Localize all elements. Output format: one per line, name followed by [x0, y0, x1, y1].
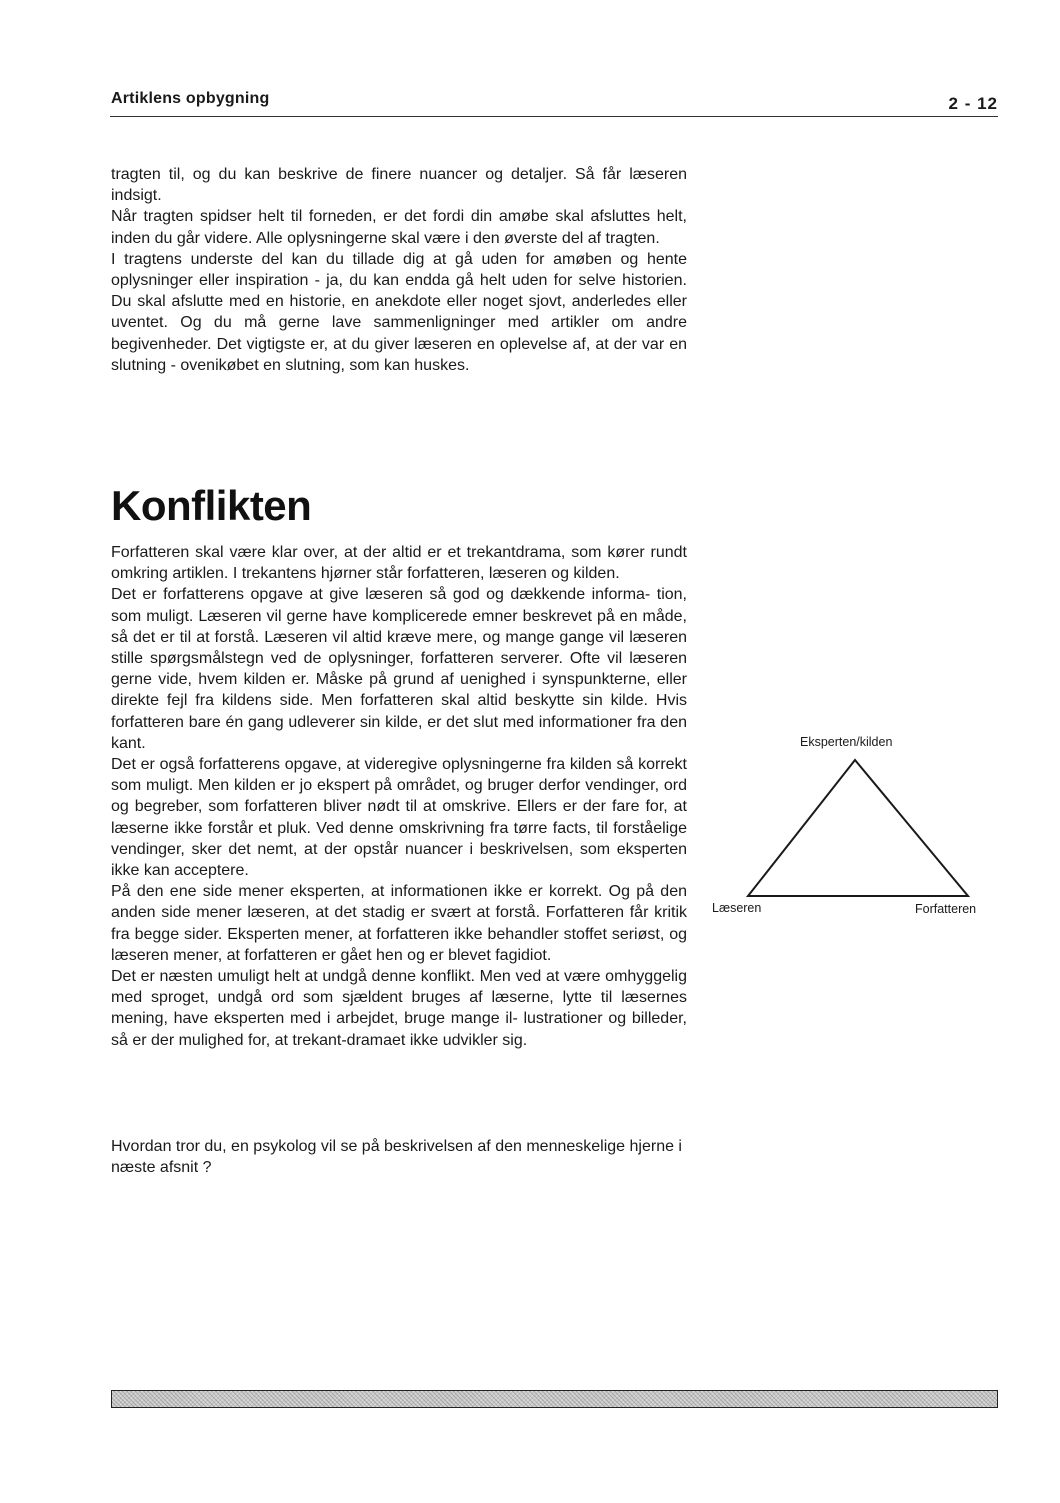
closing-question	[111, 1136, 687, 1178]
paragraph: Forfatteren skal være klar over, at der altid er et trekantdrama, som kører rundt omkring artiklen. I trekantens hjørner står forfatteren, læseren og kilden.	[111, 544, 687, 583]
paragraph: Det er næsten umuligt helt at undgå denne konflikt. Men ved at være omhyggelig med sproget, undgå ord som sjældent bruges af læserne, lytte til læsernes mening, have eksperten med i arbejdet, bruge mange il- lustrationer og billeder, så er der mulighed for, at trekant-dramaet ikke udvikler sig.	[111, 968, 687, 1049]
triangle-label-author: Forfatteren	[915, 902, 977, 916]
paragraph: Når tragten spidser helt til forneden, er det fordi din amøbe skal afsluttes helt, inden du går videre. Alle oplysningerne skal være i den øverste del af tragten.	[111, 208, 687, 247]
triangle-label-reader: Læseren	[712, 901, 762, 915]
intro-text-block	[111, 164, 687, 376]
page-number: 2 - 12	[948, 94, 998, 113]
paragraph: I tragtens underste del kan du tillade dig at gå uden for amøben og hente oplysninger eller inspiration - ja, du kan endda gå helt uden for selve historien. Du skal afslutte med en historie, en anekdote eller noget sjovt, anderledes eller uventet. Og du må gerne lave sammenligninger med artikler om andre begivenheder. Det vigtigste er, at du giver læseren en oplevelse af, at der var en slutning - ovenikøbet en slutning, som kan huskes.	[111, 250, 687, 374]
section-heading: Konflikten	[111, 482, 312, 529]
triangle-shape	[700, 730, 1000, 930]
running-header-title: Artiklens opbygning	[111, 90, 270, 107]
header-divider	[110, 116, 998, 117]
question-text: Hvordan tror du, en psykolog vil se på beskrivelsen af den menneskelige hjerne i næste afsnit ?	[111, 1138, 682, 1177]
paragraph: Det er forfatterens opgave at give læseren så god og dækkende informa- tion, som muligt. Læseren vil gerne have komplicerede emner beskrevet på en måde, så det er til at forstå. Læseren vil altid kræve mere, og mange gange vil læseren stille spørgsmålstegn ved de oplysninger, forfatteren serverer. Ofte vil læseren gerne vide, hvem kilden er. Måske på grund af uenighed i synspunkterne, eller direkte fejl fra kildens side. Men forfatteren skal altid beskytte sin kilde. Hvis forfatteren bare én gang udleverer sin kilde, er det slut med informationer fra den kant.	[111, 586, 687, 752]
footer-decorative-bar	[111, 1390, 998, 1408]
section-text-block	[111, 542, 687, 1051]
triangle-label-expert: Eksperten/kilden	[800, 735, 893, 749]
paragraph: tragten til, og du kan beskrive de finere nuancer og detaljer. Så får læseren indsigt.	[111, 166, 687, 205]
paragraph: På den ene side mener eksperten, at informationen ikke er korrekt. Og på den anden side mener læseren, at det stadig er svært at forstå. Forfatteren får kritik fra begge sider. Eksperten mener, at forfatteren ikke behandler stoffet seriøst, og læseren mener, at forfatteren er gået hen og er blevet fagidiot.	[111, 883, 687, 964]
triangle-diagram	[700, 730, 1000, 930]
paragraph: Det er også forfatterens opgave, at videregive oplysningerne fra kilden så korrekt som muligt. Men kilden er jo ekspert på området, og bruger derfor vendinger, ord og begreber, som forfatteren bliver nødt til at omskrive. Ellers er der fare for, at læserne ikke forstår et pluk. Ved denne omskrivning fra tørre facts, til forståelige vendinger, sker det nemt, at der opstår nuancer i beskrivelsen, som eksperten ikke kan acceptere.	[111, 756, 687, 880]
